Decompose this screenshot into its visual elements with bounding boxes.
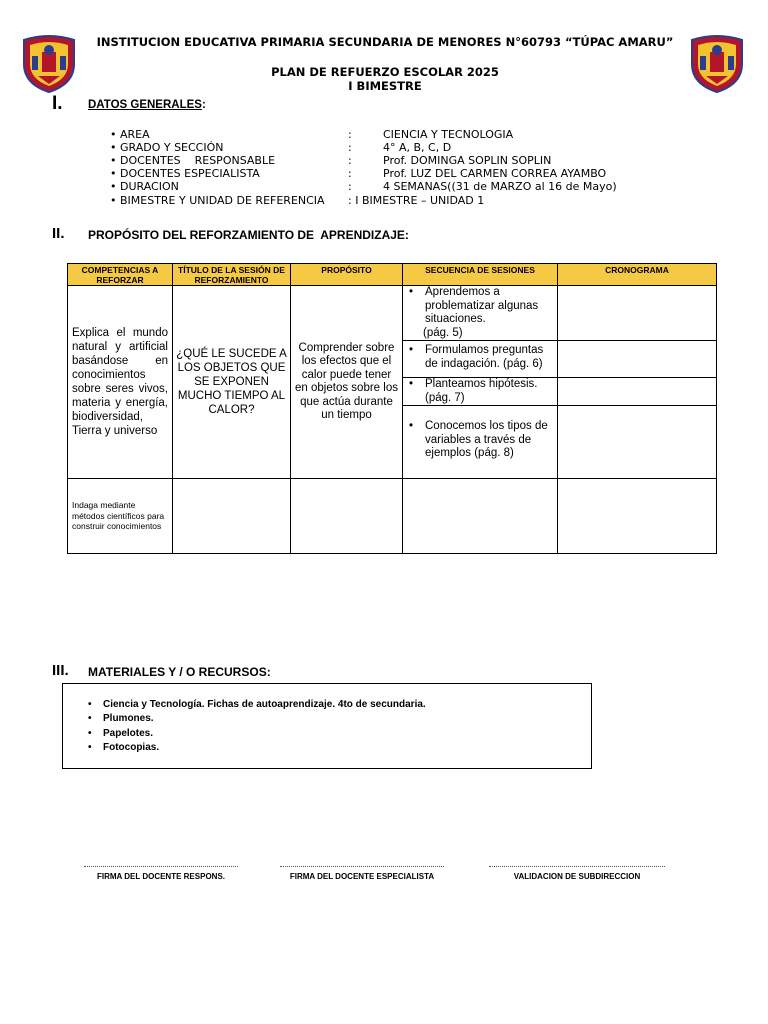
section-1-title-suffix: : — [201, 99, 206, 111]
cronograma-cell — [558, 286, 717, 479]
competencia-cell — [68, 479, 173, 554]
datos-row-duracion — [110, 180, 670, 193]
header-proposito: PROPÓSITO — [291, 264, 403, 286]
section-2-title: PROPÓSITO DEL REFORZAMIENTO DE APRENDIZAJE: — [88, 228, 409, 242]
datos-label: • GRADO Y SECCIÓN — [110, 141, 224, 154]
material-text: Fotocopias. — [103, 741, 160, 753]
table-row — [68, 479, 717, 554]
datos-label: • DOCENTES RESPONSABLE — [110, 154, 276, 167]
datos-label: • DURACION — [110, 180, 179, 193]
list-item — [88, 712, 591, 726]
secuencia-item — [403, 406, 557, 478]
signature-label-especialista: FIRMA DEL DOCENTE ESPECIALISTA — [289, 872, 435, 881]
titulo-cell — [173, 286, 291, 479]
competencia-text: Explica el mundo natural y artificial basándose en conocimientos sobre seres vivos, materia y energía, biodiversidad, Tierra y universo — [72, 327, 168, 437]
header-secuencia: SECUENCIA DE SESIONES — [403, 264, 558, 286]
plan-title: PLAN DE REFUERZO ESCOLAR 2025 — [271, 65, 499, 79]
empty-cell — [403, 479, 558, 554]
institution-title: INSTITUCION EDUCATIVA PRIMARIA SECUNDARIA DE MENORES N°60793 “TÚPAC AMARU” — [96, 35, 674, 49]
bullet-icon: • — [88, 713, 92, 725]
section-2-number: II. — [52, 225, 65, 242]
datos-row-grado — [110, 141, 670, 154]
list-item — [88, 727, 591, 741]
datos-label: • BIMESTRE Y UNIDAD DE REFERENCIA — [110, 194, 325, 207]
list-item — [88, 741, 591, 755]
datos-colon: : — [348, 128, 352, 141]
bullet-icon: • — [409, 344, 414, 356]
empty-cell — [173, 479, 291, 554]
section-1-title — [88, 99, 206, 111]
datos-value: CIENCIA Y TECNOLOGIA — [383, 128, 514, 141]
header-cronograma: CRONOGRAMA — [558, 264, 717, 286]
datos-value: Prof. LUZ DEL CARMEN CORREA AYAMBO — [383, 167, 607, 180]
secuencia-text: Formulamos preguntas de indagación. (pág. 6) — [425, 344, 544, 370]
secuencia-cell — [403, 286, 558, 479]
material-text: Papelotes. — [103, 727, 154, 739]
secuencia-text: Conocemos los tipos de variables a través de ejemplos (pág. 8) — [425, 420, 548, 459]
datos-row-bimestre-unidad — [110, 194, 670, 207]
material-text: Plumones. — [103, 713, 154, 725]
datos-row-area — [110, 128, 670, 141]
bullet-icon: • — [88, 727, 92, 739]
titulo-text: ¿QUÉ LE SUCEDE A LOS OBJETOS QUE SE EXPONEN MUCHO TIEMPO AL CALOR? — [176, 348, 287, 416]
section-3-title: MATERIALES Y / O RECURSOS: — [88, 665, 271, 679]
section-3-number: III. — [52, 662, 69, 679]
datos-colon: : — [348, 154, 352, 167]
table-row — [68, 286, 717, 479]
competencia-text: Indaga mediante métodos científicos para construir conocimientos — [72, 500, 165, 532]
signature-label-responsable: FIRMA DEL DOCENTE RESPONS. — [96, 872, 225, 881]
datos-value: 4 SEMANAS((31 de MARZO al 16 de Mayo) — [383, 180, 617, 193]
bullet-icon: • — [88, 741, 92, 753]
secuencia-item — [403, 341, 557, 378]
datos-colon: : — [348, 141, 352, 154]
datos-value: Prof. DOMINGA SOPLIN SOPLIN — [383, 154, 552, 167]
secuencia-item — [403, 378, 557, 406]
secuencia-page: (pág. 5) — [423, 326, 463, 339]
section-1-number: I. — [52, 93, 63, 114]
signature-line — [280, 866, 444, 867]
datos-value: 4° A, B, C, D — [383, 141, 452, 154]
bullet-icon: • — [409, 420, 414, 432]
empty-cell — [291, 479, 403, 554]
secuencia-item — [403, 286, 557, 341]
proposito-cell — [291, 286, 403, 479]
signature-line — [489, 866, 665, 867]
table-header-row — [68, 264, 717, 286]
bullet-icon: • — [409, 286, 414, 298]
datos-colon: : I BIMESTRE – UNIDAD 1 — [348, 194, 485, 207]
empty-cell — [558, 479, 717, 554]
material-text: Ciencia y Tecnología. Fichas de autoaprendizaje. 4to de secundaria. — [103, 699, 426, 710]
competencia-cell — [68, 286, 173, 479]
reinforcement-table — [67, 263, 717, 554]
signature-label-subdireccion: VALIDACION DE SUBDIRECCION — [513, 872, 641, 881]
materials-box — [62, 683, 592, 769]
secuencia-text: Planteamos hipótesis. (pág. 7) — [425, 378, 538, 404]
header-competencias: COMPETENCIAS A REFORZAR — [68, 264, 173, 286]
datos-row-docentes-responsable — [110, 154, 670, 167]
proposito-text: Comprender sobre los efectos que el calor puede tener en objetos sobre los que actúa durante un tiempo — [295, 341, 398, 421]
bullet-icon: • — [88, 699, 92, 710]
datos-colon: : — [348, 180, 352, 193]
datos-colon: : — [348, 167, 352, 180]
header-titulo: TÍTULO DE LA SESIÓN DE REFORZAMIENTO — [173, 264, 291, 286]
section-1-title-text: DATOS GENERALES — [88, 99, 202, 111]
datos-label: • DOCENTES ESPECIALISTA — [110, 167, 260, 180]
datos-row-docentes-especialista — [110, 167, 670, 180]
school-crest-right-icon — [688, 34, 746, 94]
bimester-title: I BIMESTRE — [348, 79, 422, 93]
signature-line — [84, 866, 238, 867]
school-crest-left-icon — [20, 34, 78, 94]
list-item — [88, 698, 591, 712]
bullet-icon: • — [409, 378, 414, 390]
secuencia-text: Aprendemos a problematizar algunas situaciones. — [425, 286, 539, 325]
datos-label: • AREA — [110, 128, 150, 141]
